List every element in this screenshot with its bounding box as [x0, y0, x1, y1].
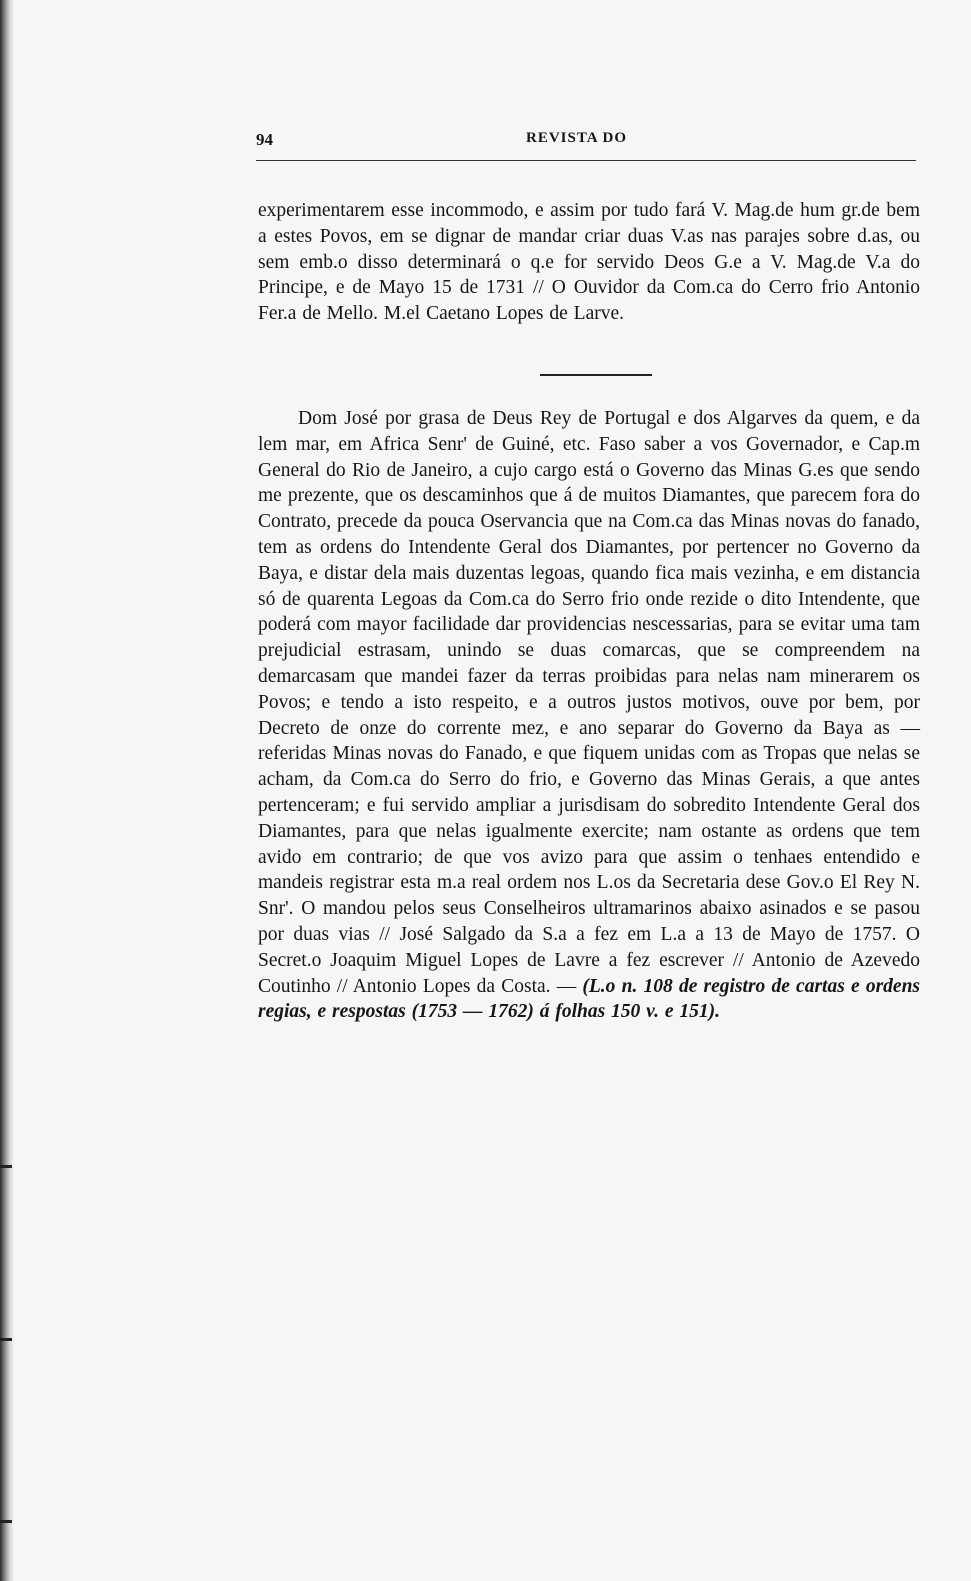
body-text-main: [258, 406, 920, 1025]
paragraph-continuation: experimentarem esse incommodo, e assim por tudo fará V. Mag.de hum gr.de bem a estes Povos, em se dignar de mandar criar duas V.as nas parajes sobre d.as, ou sem emb.o disso determinará o q.e for servido Deos G.e a V. Mag.de V.a do Principe, e de Mayo 15 de 1731 // O Ouvidor da Com.ca do Cerro frio Antonio Fer.a de Mello. M.el Caetano Lopes de Larve.: [258, 200, 920, 325]
page-binding-edge: [0, 0, 14, 1581]
binding-edge-mark: [0, 1165, 12, 1168]
binding-edge-mark: [0, 1338, 12, 1341]
body-text-top: [258, 198, 920, 327]
header-rule: [256, 160, 916, 161]
source-citation: (L.o n. 108 de registro de cartas e ordens regias, e respostas (1753 — 1762) á folhas 150 v. e 151).: [258, 975, 921, 1023]
page-header: [256, 130, 916, 154]
running-head: REVISTA DO: [526, 130, 627, 146]
binding-edge-mark: [0, 1520, 12, 1523]
section-separator: [540, 374, 652, 376]
page-number: 94: [256, 130, 273, 149]
royal-order-text: Dom José por grasa de Deus Rey de Portugal e dos Algarves da quem, e da lem mar, em Africa Senr' de Guiné, etc. Faso saber a vos Governador, e Cap.m General do Rio de Janeiro, a cujo cargo está o Governo das Minas G.es que sendo me prezente, que os descaminhos que á de muitos Diamantes, que parecem fora do Contrato, precede da pouca Oservancia que na Com.ca das Minas novas do fanado, tem as ordens do Intendente Geral dos Diamantes, por pertencer no Governo da Baya, e distar dela mais duzentas legoas, quando fica mais vezinha, e em distancia só de quarenta Legoas da Com.ca do Serro frio onde rezide o dito Intendente, que poderá com mayor facilidade dar providencias nescessarias, para se evitar uma tam prejudicial estrasam, unindo se duas comarcas, que se compreendem na demarcasam que mandei fazer da terras proibidas para nelas nam minerarem os Povos; e tendo a isto respeito, e a outros justos motivos, ouve por bem, por Decreto de onze do corrente mez, e ano separar do Governo da Baya as — referidas Minas novas do Fanado, e que fiquem unidas com as Tropas que nelas se acham, da Com.ca do Serro do frio, e Governo das Minas Gerais, a que antes pertenceram; e fui servido ampliar a jurisdisam do sobredito Intendente Geral dos Diamantes, para que nelas igualmente exercite; nam ostante as ordens que tem avido em contrario; de que vos avizo para que assim o tenhaes entendido e mandeis registrar esta m.a real ordem nos L.os da Secretaria dese Gov.o El Rey N. Snr'. O mandou pelos seus Conselheiros ultramarinos abaixo asinados e se pasou por duas vias // José Salgado da S.a a fez em L.a a 13 de Mayo de 1757. O Secret.o Joaquim Miguel Lopes de Lavre a fez escrever // Antonio de Azevedo Coutinho // Antonio Lopes da Costa. —: [258, 408, 920, 997]
paragraph-royal-order: [258, 406, 920, 1025]
